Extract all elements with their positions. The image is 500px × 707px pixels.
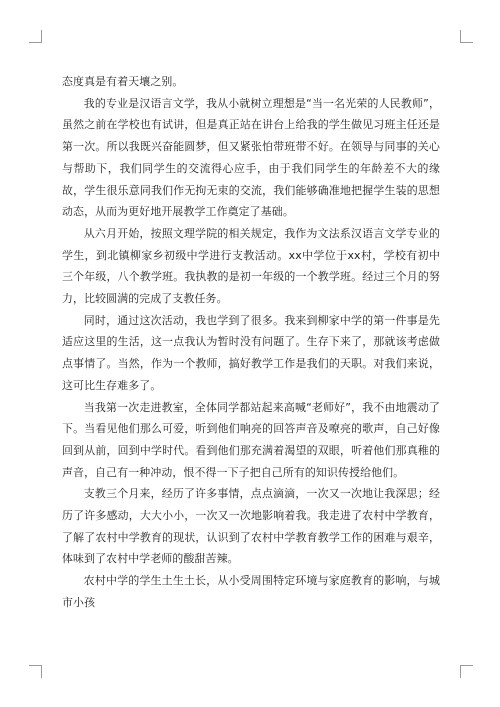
paragraph: 从六月开始，按照文理学院的相关规定，我作为文法系汉语言文学专业的学生，到北镇柳家乡初级中学进行支教活动。xx中学位于xx村，学校有初中三个年级，八个教学班。我执教的是初一年级的一个教学班。经过三个月的努力，比较圆满的完成了支教任务。 bbox=[62, 226, 440, 306]
crop-mark-top-left bbox=[29, 30, 42, 43]
paragraph: 我的专业是汉语言文学，我从小就树立理想是“当一名光荣的人民教师”，虽然之前在学校也有试讲，但是真正站在讲台上给我的学生做见习班主任还是第一次。所以我既兴奋能圆梦，但又紧张怕带班带不好。在领导与同事的关心与帮助下，我们同学生的交流得心应手，由于我们同学生的年龄差不大的缘故，学生很乐意同我们作无拘无束的交流，我们能够确准地把握学生装的思想动态，从而为更好地开展教学工作奠定了基础。 bbox=[62, 96, 440, 219]
document-body bbox=[62, 71, 440, 614]
crop-mark-bottom-left bbox=[29, 665, 42, 678]
crop-mark-top-right bbox=[460, 30, 473, 43]
paragraph: 农村中学的学生土生土长，从小受周围特定环境与家庭教育的影响，与城市小孩 bbox=[62, 574, 440, 609]
paragraph: 支教三个月来，经历了许多事情，点点滴滴，一次又一次地让我深思；经历了许多感动，大大小小，一次又一次地影响着我。我走进了农村中学教育，了解了农村中学教育的现状，认识到了农村中学教育教学工作的困难与艰辛，体味到了农村中学老师的酸甜苦辣。 bbox=[62, 487, 440, 566]
paragraph-continuation: 态度真是有着天壤之别。 bbox=[62, 75, 184, 88]
paragraph: 同时，通过这次活动，我也学到了很多。我来到柳家中学的第一件事是先适应这里的生活，这一点我认为暂时没有问题了。生存下来了，那就该考虑做点事情了。当然，作为一个教师，搞好教学工作是我们的天职。对我们来说，这可比生存难多了。 bbox=[62, 313, 440, 392]
paragraph: 当我第一次走进教室，全体同学都站起来高喊“老师好”，我不由地震动了下。当看见他们那么可爱，听到他们响亮的回答声音及嘹亮的歌声，自己好像回到从前，回到中学时代。看到他们那充满着渴望的双眼，听着他们那真稚的声音，自己有一种冲动，恨不得一下子把自己所有的知识传授给他们。 bbox=[62, 400, 440, 479]
crop-mark-bottom-right bbox=[460, 665, 473, 678]
